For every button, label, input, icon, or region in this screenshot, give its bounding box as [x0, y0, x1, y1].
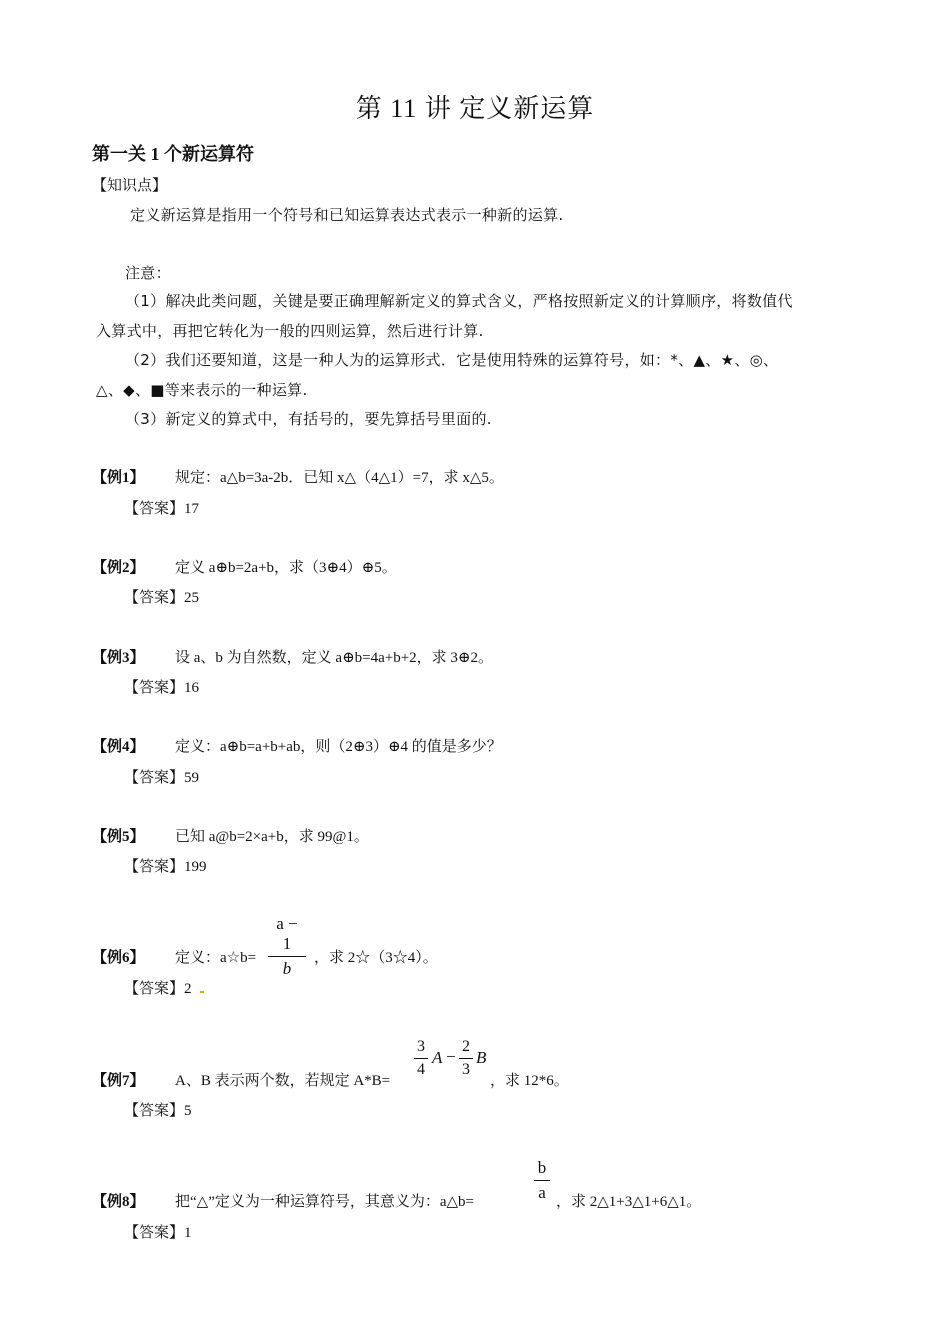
example-2-label: 【例2】 [92, 560, 145, 576]
example-7-label: 【例7】 [92, 1073, 145, 1089]
note-label: 注意： [125, 264, 171, 282]
answer-value: 25 [184, 590, 200, 606]
fraction-denominator: b [282, 959, 292, 978]
example-2-text: 定义 a⊕b=2a+b，求（3⊕4）⊕5。 [175, 560, 397, 576]
answer-label: 【答案】 [124, 981, 185, 997]
answer-value: 2 [184, 981, 192, 997]
example-6-label: 【例6】 [92, 950, 145, 966]
answer-label: 【答案】 [124, 770, 185, 786]
answer-value: 1 [184, 1225, 192, 1241]
example-8-text-after: ，求 2△1+3△1+6△1。 [556, 1194, 702, 1210]
example-3-answer [124, 676, 199, 697]
answer-label: 【答案】 [124, 590, 185, 606]
example-7-answer [124, 1099, 192, 1120]
example-1-answer [124, 497, 199, 518]
answer-label: 【答案】 [124, 1225, 185, 1241]
example-7-text-after: ，求 12*6。 [490, 1073, 569, 1089]
example-7-text-before: A、B 表示两个数，若规定 A*B= [175, 1073, 391, 1089]
answer-value: 59 [184, 770, 200, 786]
example-2-answer [124, 586, 199, 607]
ink-speck [200, 991, 204, 993]
answer-value: 16 [184, 680, 200, 696]
fraction-numerator: b [534, 1158, 550, 1181]
fraction-denominator: 4 [417, 1061, 425, 1078]
note-1-line-1: （1）解决此类问题，关键是要正确理解新定义的算式含义，严格按照新定义的计算顺序，将数值代 [125, 292, 793, 310]
knowledge-label: 【知识点】 [92, 178, 168, 194]
example-3-label: 【例3】 [92, 650, 145, 666]
page-title: 第 11 讲 定义新运算 [355, 94, 595, 123]
example-5-label: 【例5】 [92, 829, 145, 845]
note-1-line-2: 入算式中，再把它转化为一般的四则运算，然后进行计算. [96, 322, 484, 340]
note-2-line-2: △、◆、■等来表示的一种运算. [96, 381, 308, 399]
example-7-fraction-1 [414, 1038, 428, 1079]
example-1-text: 规定：a△b=3a-2b．已知 x△（4△1）=7，求 x△5。 [175, 470, 504, 486]
note-2-line-1: （2）我们还要知道，这是一种人为的运算形式．它是使用特殊的运算符号，如：*、▲、★、◎、 [125, 351, 779, 369]
answer-value: 17 [184, 501, 200, 517]
answer-value: 199 [184, 859, 207, 875]
knowledge-definition: 定义新运算是指用一个符号和已知运算表达式表示一种新的运算. [130, 206, 564, 224]
example-4-answer [124, 766, 199, 787]
section-heading: 第一关 1 个新运算符 [92, 144, 254, 164]
answer-label: 【答案】 [124, 680, 185, 696]
example-8-answer [124, 1221, 192, 1242]
example-5-text: 已知 a@b=2×a+b，求 99@1。 [175, 829, 369, 845]
answer-value: 5 [184, 1103, 192, 1119]
example-4-label: 【例4】 [92, 739, 145, 755]
example-5-answer [124, 855, 207, 876]
example-4-text: 定义：a⊕b=a+b+ab，则（2⊕3）⊕4 的值是多少？ [175, 739, 502, 755]
example-6-text-after: ，求 2☆（3☆4）。 [314, 950, 438, 966]
fraction-denominator: a [538, 1183, 546, 1202]
answer-label: 【答案】 [124, 501, 185, 517]
answer-label: 【答案】 [124, 1103, 185, 1119]
fraction-numerator: 3 [414, 1038, 428, 1059]
example-8-fraction [534, 1158, 550, 1203]
example-7-var-a: A [432, 1048, 443, 1067]
example-6-fraction [268, 914, 306, 979]
example-7-var-b: B [476, 1048, 487, 1067]
example-6-answer [124, 977, 192, 998]
example-8-label: 【例8】 [92, 1194, 145, 1210]
note-3: （3）新定义的算式中，有括号的，要先算括号里面的. [125, 410, 492, 428]
example-7-minus: − [446, 1047, 456, 1066]
fraction-numerator: 2 [459, 1038, 473, 1059]
example-8-text-before: 把“△”定义为一种运算符号，其意义为：a△b= [175, 1194, 475, 1210]
answer-label: 【答案】 [124, 859, 185, 875]
example-3-text: 设 a、b 为自然数，定义 a⊕b=4a+b+2，求 3⊕2。 [175, 650, 493, 666]
example-1-label: 【例1】 [92, 470, 145, 486]
example-6-text-before: 定义：a☆b= [175, 950, 257, 966]
fraction-numerator: a − 1 [268, 914, 306, 957]
example-7-fraction-2 [459, 1038, 473, 1079]
fraction-denominator: 3 [462, 1061, 470, 1078]
